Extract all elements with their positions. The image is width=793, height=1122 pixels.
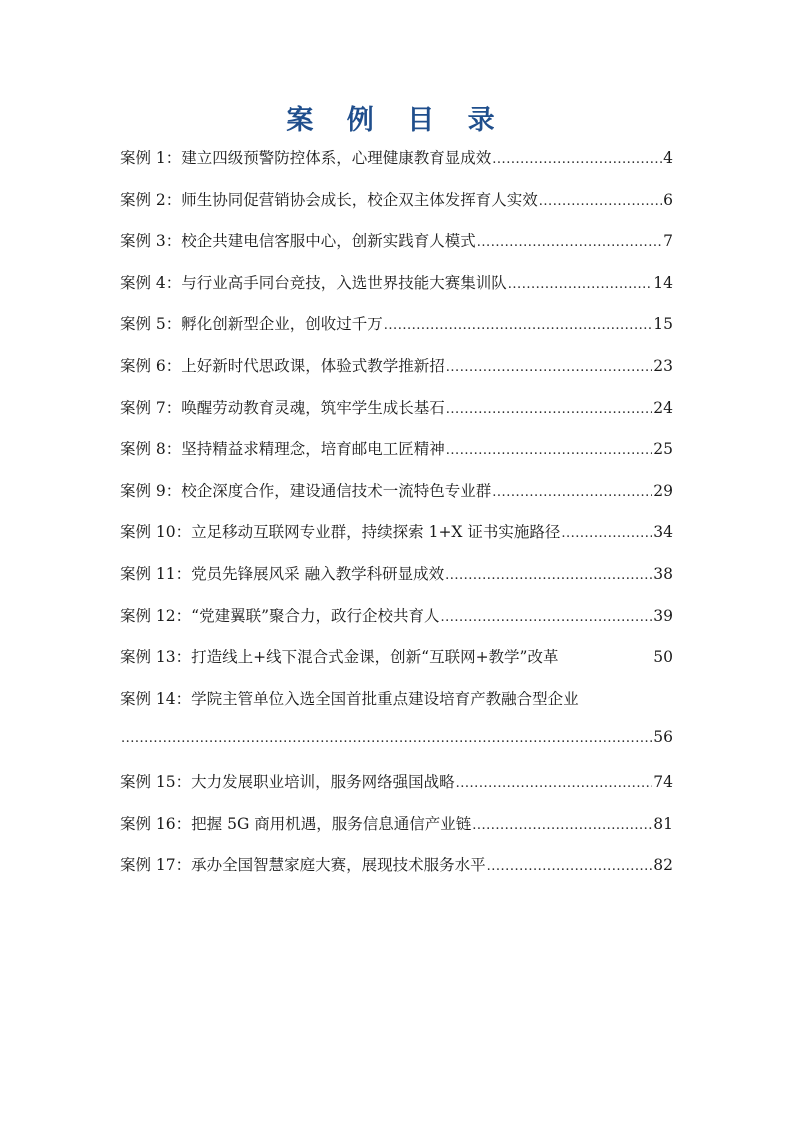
toc-leader-dots — [492, 485, 652, 500]
toc-entry-page: 15 — [653, 315, 673, 334]
toc-entry-page: 25 — [653, 440, 673, 459]
toc-leader-dots — [508, 277, 652, 292]
toc-entry-label: 案例 6：上好新时代思政课，体验式教学推新招 — [120, 356, 445, 375]
toc-leader-dots — [446, 443, 652, 458]
toc-entry-label: 案例 15：大力发展职业培训，服务网络强国战略 — [120, 772, 455, 791]
toc-entry-1[interactable] — [120, 146, 673, 188]
toc-leader-dots — [446, 402, 652, 417]
toc-entry-3[interactable] — [120, 229, 673, 271]
toc-entry-page: 6 — [663, 190, 673, 209]
toc-leader-dots — [446, 360, 652, 375]
toc-entry-2[interactable] — [120, 188, 673, 230]
toc-leader-dots — [539, 194, 662, 209]
toc-entry-page: 56 — [653, 728, 673, 747]
toc-leader-dots — [477, 235, 662, 250]
toc-entry-page: 74 — [653, 772, 673, 791]
toc-entry-6[interactable] — [120, 354, 673, 396]
toc-entry-7[interactable] — [120, 396, 673, 438]
toc-entry-page: 38 — [653, 564, 673, 583]
toc-entry-page: 23 — [653, 356, 673, 375]
toc-entry-page: 34 — [653, 523, 673, 542]
toc-entry-page: 50 — [653, 648, 673, 667]
toc-entry-label: 案例 3：校企共建电信客服中心，创新实践育人模式 — [120, 232, 476, 251]
toc-entry-label: 案例 7：唤醒劳动教育灵魂，筑牢学生成长基石 — [120, 398, 445, 417]
toc-entry-label: 案例 2：师生协同促营销协会成长，校企双主体发挥育人实效 — [120, 190, 538, 209]
toc-leader-dots — [472, 818, 652, 833]
toc-entry-label: 案例 5：孵化创新型企业，创收过千万 — [120, 315, 383, 334]
toc-entry-12[interactable] — [120, 604, 673, 646]
toc-entry-label: 案例 9：校企深度合作，建设通信技术一流特色专业群 — [120, 481, 492, 500]
toc-entry-label: 案例 13：打造线上+线下混合式金课，创新“互联网+教学”改革 — [120, 648, 559, 667]
toc-entry-label: 案例 8：坚持精益求精理念，培育邮电工匠精神 — [120, 440, 445, 459]
toc-entry-page: 82 — [653, 856, 673, 875]
toc-entry-label: 案例 16：把握 5G 商用机遇，服务信息通信产业链 — [120, 814, 472, 833]
toc-entry-page: 39 — [653, 606, 673, 625]
toc-entry-10[interactable] — [120, 520, 673, 562]
page-title: 案 例 目 录 — [286, 105, 507, 136]
toc-entry-continuation — [120, 728, 673, 770]
toc-entry-label: 案例 10：立足移动互联网专业群，持续探索 1+X 证书实施路径 — [120, 523, 561, 542]
toc-leader-dots — [456, 776, 653, 791]
toc-leader-dots — [445, 568, 652, 583]
toc-leader-dots — [492, 152, 662, 167]
toc-entry-4[interactable] — [120, 271, 673, 313]
toc-entry-page: 81 — [653, 814, 673, 833]
toc-entry-label: 案例 17：承办全国智慧家庭大赛，展现技术服务水平 — [120, 856, 486, 875]
toc-entry-label: 案例 14：学院主管单位入选全国首批重点建设培育产教融合型企业 — [120, 689, 579, 708]
toc-entry-15[interactable] — [120, 770, 673, 812]
toc-entry-page: 29 — [653, 481, 673, 500]
toc-leader-dots — [487, 859, 653, 874]
toc-entry-label: 案例 12：“党建翼联”聚合力，政行企校共育人 — [120, 606, 440, 625]
toc-entry-5[interactable] — [120, 312, 673, 354]
toc-entry-page: 24 — [653, 398, 673, 417]
toc-entry-11[interactable] — [120, 562, 673, 604]
toc-leader-dots — [441, 610, 653, 625]
toc-leader-dots — [121, 731, 652, 746]
toc-entry-9[interactable] — [120, 479, 673, 521]
toc-leader-dots — [384, 318, 652, 333]
toc-entry-13[interactable] — [120, 645, 673, 687]
toc-entry-page: 4 — [663, 149, 673, 167]
toc-entry-17[interactable] — [120, 853, 673, 895]
toc-leader-dots — [561, 526, 652, 541]
toc-entry-label: 案例 11：党员先锋展风采 融入教学科研显成效 — [120, 564, 445, 583]
toc-entry-label: 案例 1：建立四级预警防控体系，心理健康教育显成效 — [120, 149, 492, 167]
toc-entry-16[interactable] — [120, 812, 673, 854]
toc-entry-label: 案例 4：与行业高手同台竞技，入选世界技能大赛集训队 — [120, 273, 507, 292]
toc-entry-page: 7 — [663, 232, 673, 251]
toc-entry-14[interactable] — [120, 687, 673, 770]
toc-entry-8[interactable] — [120, 437, 673, 479]
table-of-contents — [120, 146, 673, 895]
toc-entry-page: 14 — [653, 273, 673, 292]
